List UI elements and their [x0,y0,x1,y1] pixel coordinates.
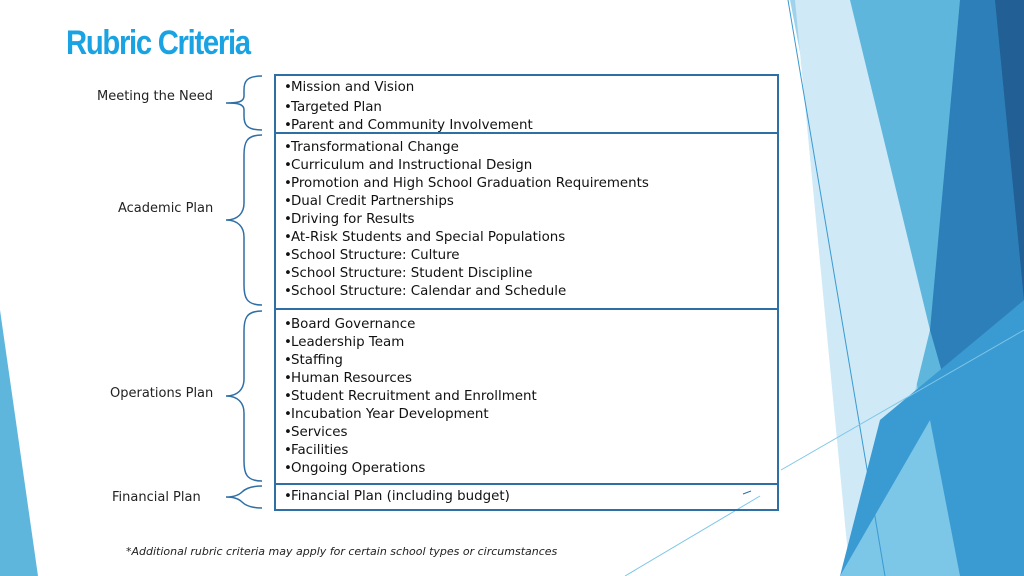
section-label-operations-plan: Operations Plan [110,386,214,401]
brace-operations-plan [222,309,268,483]
list-item: •Staffing [284,353,343,368]
brace-meeting-the-need [222,74,268,132]
list-item: •Human Resources [284,371,412,386]
section-label-financial-plan: Financial Plan [112,490,201,505]
list-item: •Incubation Year Development [284,407,489,422]
section-label-meeting-the-need: Meeting the Need [97,89,213,104]
list-item: •Facilities [284,443,349,458]
list-item: •Driving for Results [284,212,415,227]
list-item: •Mission and Vision [284,80,415,95]
list-item: •Ongoing Operations [284,461,426,476]
list-item: •School Structure: Calendar and Schedule [284,284,567,299]
footnote: *Additional rubric criteria may apply for certain school types or circumstances [126,545,558,558]
page-title: Rubric Criteria [66,24,250,62]
list-item: •Dual Credit Partnerships [284,194,454,209]
list-item: •Promotion and High School Graduation Requirements [284,176,649,191]
brace-financial-plan [222,484,268,510]
criteria-box-operations-plan [274,308,779,485]
criteria-box-meeting-the-need [274,74,779,134]
list-item: •Parent and Community Involvement [284,118,533,133]
list-item: •Services [284,425,348,440]
list-item: •Curriculum and Instructional Design [284,158,533,173]
list-item: •Board Governance [284,317,416,332]
brace-academic-plan [222,133,268,307]
list-item: •Leadership Team [284,335,405,350]
section-label-academic-plan: Academic Plan [118,201,214,216]
list-item: •School Structure: Culture [284,248,460,263]
list-item: •Financial Plan (including budget) [284,489,510,504]
list-item: •Targeted Plan [284,100,382,115]
criteria-box-financial-plan [274,483,779,511]
list-item: •School Structure: Student Discipline [284,266,533,281]
list-item: •At-Risk Students and Special Populations [284,230,566,245]
criteria-box-academic-plan [274,132,779,310]
list-item: •Student Recruitment and Enrollment [284,389,537,404]
left-edge-accent [0,310,38,576]
list-item: •Transformational Change [284,140,459,155]
